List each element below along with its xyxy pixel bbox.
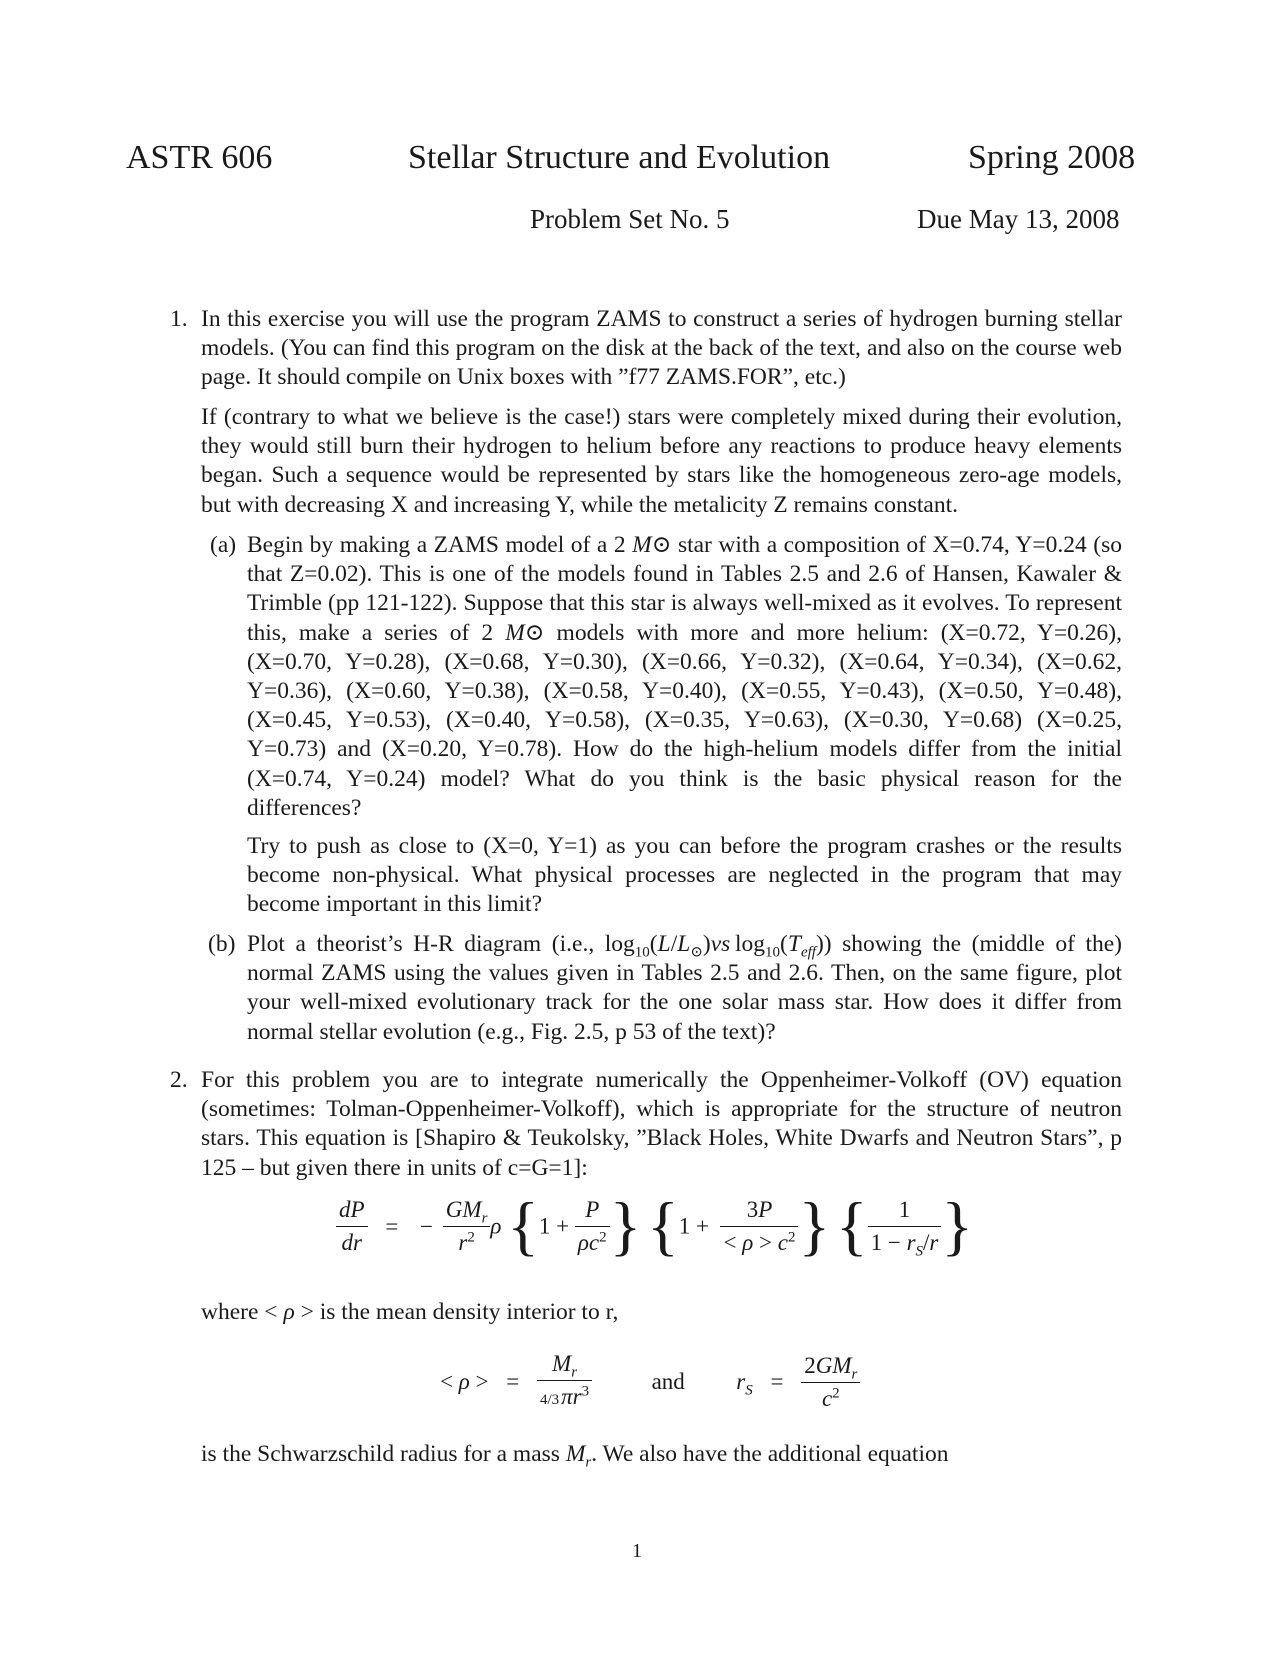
- part-b-label: (b): [208, 931, 236, 957]
- part-a-paragraph-2: Try to push as close to (X=0, Y=1) as you can before the program crashes or the results become non-physical. What physical processes are neglected in the program that may become important in this limit?: [247, 833, 1122, 918]
- part-a-paragraph-1: Begin by making a ZAMS model of a 2 M⊙ star with a composition of X=0.74, Y=0.24 (so that Z=0.02). This is one of the models found in Tables 2.5 and 2.6 of Hansen, Kawaler & Trimble (pp 121-122). Suppose that this star is always well-mixed as it evolves. To represent this, make a series of 2 M⊙ models with more and more helium: (X=0.72, Y=0.26), (X=0.70, Y=0.28), (X=0.68, Y=0.30), (X=0.66, Y=0.32), (X=0.64, Y=0.34), (X=0.62, Y=0.36), (X=0.60, Y=0.38), (X=0.58, Y=0.40), (X=0.55, Y=0.43), (X=0.50, Y=0.48), (X=0.45, Y=0.53), (X=0.40, Y=0.58), (X=0.35, Y=0.63), (X=0.30, Y=0.68) (X=0.25, Y=0.73) and (X=0.20, Y=0.78). How do the high-helium models differ from the initial (X=0.74, Y=0.24) model? What do you think is the basic physical reason for the differences?: [247, 532, 1122, 821]
- due-date: Due May 13, 2008: [917, 204, 1120, 234]
- ov-equation: $\frac{dP}{dr}$ = − $GM_r$ $r^2$ ρ {1 + $\frac{P}{\rho c^2}$ } {1 + $\frac{3P}{< \rho > c^2}$ } { $\frac{1}{1 - r_S/r}$ }: [336, 1196, 973, 1257]
- schwarzschild-radius-sentence: is the Schwarzschild radius for a mass $M_r$. We also have the additional equation: [201, 1441, 949, 1471]
- mean-density-definition: where < ρ > is the mean density interior to r,: [201, 1299, 619, 1325]
- page-number: 1: [632, 1540, 642, 1562]
- problem-2-intro: For this problem you are to integrate numerically the Oppenheimer-Volkoff (OV) equation (sometimes: Tolman-Oppenheimer-Volkoff), which is appropriate for the structure of neutron stars. This equation is [Shapiro & Teukolsky, ”Black Holes, White Dwarfs and Neutron Stars”, p 125 – but given there in units of c=G=1]:: [201, 1067, 1122, 1181]
- part-b-paragraph: Plot a theorist’s H-R diagram (i.e., $\log_{10}(L/L_⊙)vs$ $\log_{10}(T_{eff})$) showing the (middle of the) normal ZAMS using the values given in Tables 2.5 and 2.6. Then, on the same figure, plot your well-mixed evolutionary track for the one solar mass star. How does it differ from normal stellar evolution (e.g., Fig. 2.5, p 53 of the text)?: [247, 931, 1122, 1045]
- course-title: Stellar Structure and Evolution: [408, 139, 831, 176]
- solar-mass-symbol: M⊙: [505, 619, 545, 646]
- and-word: and: [651, 1369, 685, 1394]
- problem-1-context: If (contrary to what we believe is the case!) stars were completely mixed during their evolution, they would still burn their hydrogen to helium before any reactions to produce heavy elements began. Such a sequence would be represented by stars like the homogeneous zero-age models, but with decreasing X and increasing Y, while the metalicity Z remains constant.: [201, 404, 1122, 518]
- density-and-radius-equations: < ρ > = $\frac{M_r}{4/3 \pi r^3}$ and $r_S$ = $2GM_r$ $c^2$: [440, 1350, 860, 1414]
- solar-mass-symbol: M⊙: [632, 532, 672, 558]
- problem-2-number: 2.: [170, 1067, 188, 1093]
- problem-1-number: 1.: [170, 306, 188, 332]
- term: Spring 2008: [968, 139, 1136, 176]
- course-code: ASTR 606: [126, 139, 273, 176]
- mean-density-symbol: < ρ >: [264, 1299, 314, 1325]
- part-a-label: (a): [210, 532, 237, 558]
- hr-axes-expression: $\log_{10}(L/L_⊙)vs$ $\log_{10}(T_{eff})$): [604, 931, 832, 961]
- problem-1-intro: In this exercise you will use the program ZAMS to construct a series of hydrogen burning stellar models. (You can find this program on the disk at the back of the text, and also on the course web page. It should compile on Unix boxes with ”f77 ZAMS.FOR”, etc.): [201, 306, 1122, 391]
- problem-set-number: Problem Set No. 5: [530, 204, 730, 234]
